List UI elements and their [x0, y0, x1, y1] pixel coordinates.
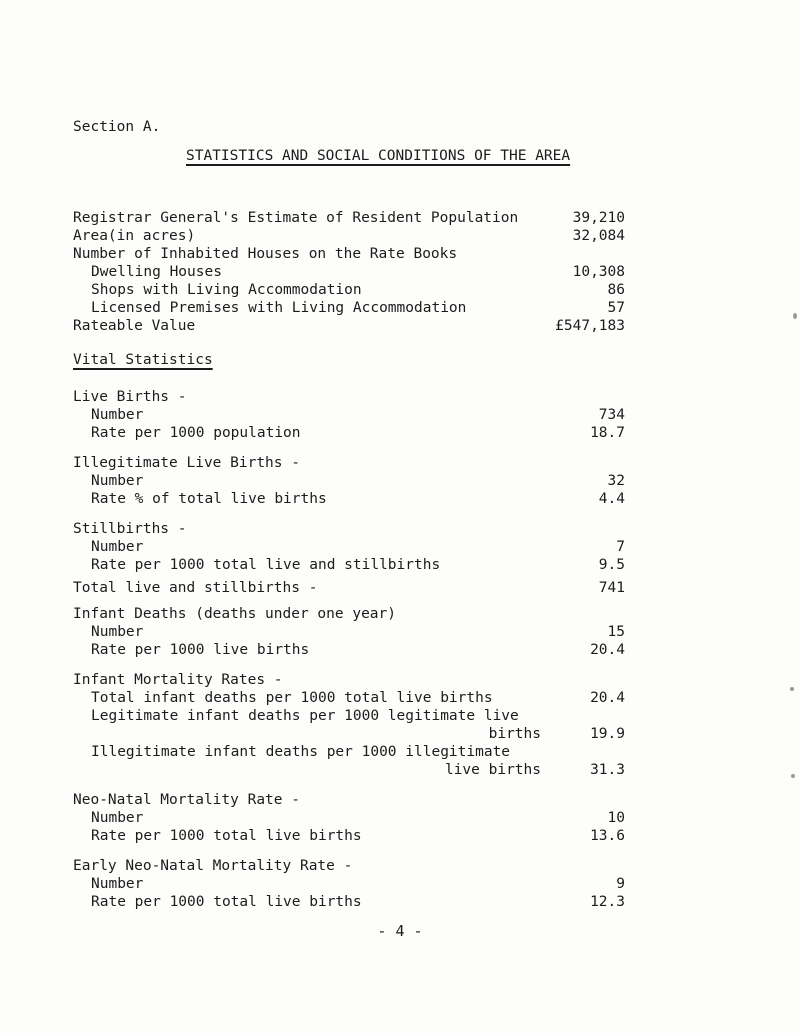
scan-speck [791, 774, 795, 778]
stat-value: 19.9 [590, 726, 625, 742]
stat-value: 15 [607, 624, 625, 640]
stat-value: 39,210 [572, 210, 625, 226]
stat-value: 18.7 [590, 425, 625, 441]
stat-label: Rate per 1000 total live births [91, 828, 362, 844]
page-number: - 4 - [377, 922, 423, 940]
stat-value: 7 [616, 539, 625, 555]
stat-label: Shops with Living Accommodation [91, 282, 362, 298]
stat-label: Rate per 1000 population [91, 425, 301, 441]
stat-label: Rate per 1000 total live births [91, 894, 362, 910]
stat-row-area [0, 228, 800, 248]
group-heading: Infant Mortality Rates - [73, 672, 283, 688]
group-heading-neo-natal [0, 792, 800, 812]
stat-label: live births [444, 762, 541, 778]
stat-row-infant-mortality-total [0, 690, 800, 710]
stat-value: 12.3 [590, 894, 625, 910]
section-label: Section A. [73, 119, 161, 135]
stat-row-infant-deaths-number [0, 624, 800, 644]
stat-value: 10 [607, 810, 625, 826]
stat-value: £547,183 [555, 318, 625, 334]
stat-value: 32,084 [572, 228, 625, 244]
stat-label: Number [91, 810, 144, 826]
section-heading-vital: Vital Statistics [73, 352, 213, 368]
stat-row-population [0, 210, 800, 230]
group-heading: Infant Deaths (deaths under one year) [73, 606, 397, 622]
group-heading: Early Neo-Natal Mortality Rate - [73, 858, 353, 874]
stat-label: Illegitimate infant deaths per 1000 illegitimate [91, 744, 511, 760]
stat-label: Dwelling Houses [91, 264, 222, 280]
stat-label: Number [91, 407, 144, 423]
stat-label: Rate per 1000 total live and stillbirths [91, 557, 441, 573]
stat-value: 9 [616, 876, 625, 892]
stat-row-illegitimate-mortality-line1 [0, 744, 800, 764]
stat-row-live-births-rate [0, 425, 800, 445]
stat-value: 20.4 [590, 690, 625, 706]
stat-row-licensed [0, 300, 800, 320]
stat-label: Number [91, 539, 144, 555]
stat-row-dwelling [0, 264, 800, 284]
stat-row-shops [0, 282, 800, 302]
group-heading-infant-mortality [0, 672, 800, 692]
stat-value: 9.5 [598, 557, 625, 573]
group-heading-stillbirths [0, 521, 800, 541]
stat-row-early-neo-natal-number [0, 876, 800, 896]
stat-row-stillbirths-number [0, 539, 800, 559]
stat-label: Number [91, 473, 144, 489]
stat-label: Rateable Value [73, 318, 196, 334]
stat-value: 32 [607, 473, 625, 489]
stat-label: Legitimate infant deaths per 1000 legitimate live [91, 708, 519, 724]
stat-row-illegitimate-mortality-line2 [0, 762, 800, 782]
stat-value: 57 [607, 300, 625, 316]
group-heading-infant-deaths [0, 606, 800, 626]
stat-row-live-births-number [0, 407, 800, 427]
stat-value: 741 [598, 580, 625, 596]
stat-label: Total infant deaths per 1000 total live births [91, 690, 493, 706]
stat-label: Registrar General's Estimate of Resident Population [73, 210, 519, 226]
stat-row-stillbirths-rate [0, 557, 800, 577]
stat-row-neo-natal-number [0, 810, 800, 830]
scan-speck [793, 313, 797, 319]
stat-value: 86 [607, 282, 625, 298]
group-heading: Neo-Natal Mortality Rate - [73, 792, 300, 808]
group-heading: Live Births - [73, 389, 187, 405]
stat-row-legitimate-line1 [0, 708, 800, 728]
stat-row-early-neo-natal-rate [0, 894, 800, 914]
stat-row-houses-heading [0, 246, 800, 266]
group-heading-live-births [0, 389, 800, 409]
stat-label: Number of Inhabited Houses on the Rate Books [73, 246, 458, 262]
stat-value: 31.3 [590, 762, 625, 778]
stat-label: Licensed Premises with Living Accommodation [91, 300, 467, 316]
scan-speck [790, 687, 794, 691]
stat-label: births [488, 726, 541, 742]
stat-row-legitimate-line2 [0, 726, 800, 746]
stat-value: 4.4 [598, 491, 625, 507]
stat-row-illegitimate-number [0, 473, 800, 493]
group-heading: Stillbirths - [73, 521, 187, 537]
stat-label: Rate % of total live births [91, 491, 327, 507]
group-heading-illegitimate [0, 455, 800, 475]
stat-label: Number [91, 876, 144, 892]
stat-row-neo-natal-rate [0, 828, 800, 848]
stat-label: Total live and stillbirths - [73, 580, 318, 596]
group-heading: Illegitimate Live Births - [73, 455, 300, 471]
stat-row-total-live-still [0, 580, 800, 600]
stat-row-illegitimate-rate [0, 491, 800, 511]
stat-label: Area(in acres) [73, 228, 196, 244]
stat-label: Number [91, 624, 144, 640]
stat-label: Rate per 1000 live births [91, 642, 310, 658]
stat-value: 734 [598, 407, 625, 423]
group-heading-early-neo-natal [0, 858, 800, 878]
page-title: STATISTICS AND SOCIAL CONDITIONS OF THE AREA [186, 148, 571, 164]
stat-value: 20.4 [590, 642, 625, 658]
stat-row-infant-deaths-rate [0, 642, 800, 662]
stat-value: 10,308 [572, 264, 625, 280]
stat-row-rateable [0, 318, 800, 338]
stat-value: 13.6 [590, 828, 625, 844]
